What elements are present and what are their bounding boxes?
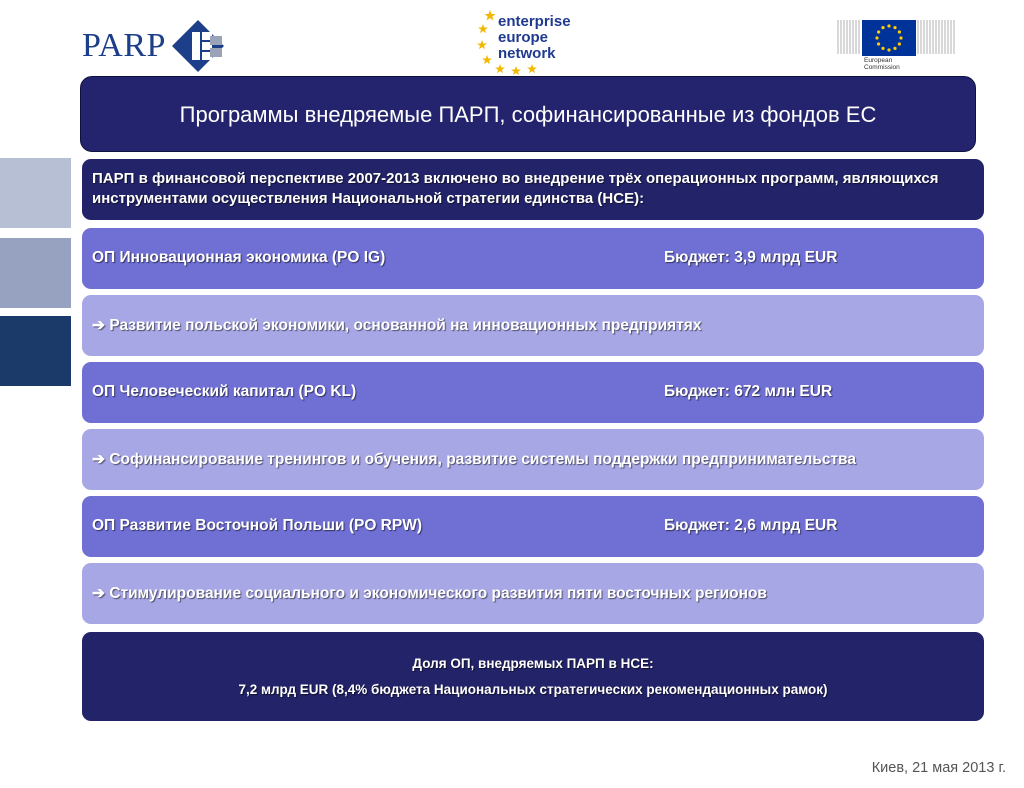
program-goal: [92, 584, 767, 603]
program-row-po-rpw: [82, 496, 984, 557]
ec-line-2: Commission: [864, 64, 900, 71]
enterprise-europe-network-logo: [476, 4, 576, 76]
program-goal-text: Софинансирование тренингов и обучения, развитие системы поддержки предпринимательства: [109, 451, 857, 468]
program-budget: Бюджет: 672 млн EUR: [664, 383, 833, 400]
program-name: ОП Инновационная экономика (PO IG): [92, 249, 386, 266]
program-goal: [92, 450, 856, 469]
program-name: ОП Человеческий капитал (PO KL): [92, 383, 357, 400]
arrow-right-icon: ➔: [92, 585, 105, 602]
intro-text: ПАРП в финансовой перспективе 2007-2013 включено во внедрение трёх операционных программ, являющихся инструментами осуществления Национальной стратегии единства (НСЕ):: [92, 170, 939, 207]
arrow-right-icon: ➔: [92, 451, 105, 468]
decor-square-dark: [0, 316, 71, 386]
parp-logo-icon: [170, 18, 226, 74]
intro-box: [82, 159, 984, 220]
slide-title-box: [80, 76, 976, 152]
een-logo-text: [498, 14, 571, 62]
summary-box: [82, 632, 984, 721]
footer-date: Киев, 21 мая 2013 г.: [871, 760, 1006, 776]
summary-line-2: 7,2 млрд EUR (8,4% бюджета Национальных стратегических рекомендационных рамок): [238, 681, 828, 697]
program-goal-row-po-kl: [82, 429, 984, 490]
program-goal-row-po-ig: [82, 295, 984, 356]
arrow-right-icon: ➔: [92, 317, 105, 334]
parp-logo: [82, 20, 226, 72]
decor-square-medium: [0, 238, 71, 308]
ec-line-1: European: [864, 57, 893, 64]
program-row-po-ig: [82, 228, 984, 289]
program-row-po-kl: [82, 362, 984, 423]
een-line-3: network: [498, 45, 556, 62]
program-budget: Бюджет: 3,9 млрд EUR: [664, 249, 838, 266]
decor-square-light: [0, 158, 71, 228]
een-line-2: europe: [498, 29, 549, 46]
een-line-1: enterprise: [498, 13, 571, 30]
summary-line-1: Доля ОП, внедряемых ПАРП в НСЕ:: [412, 655, 654, 671]
program-goal-row-po-rpw: [82, 563, 984, 624]
program-goal: [92, 316, 701, 335]
slide-title: Программы внедряемые ПАРП, софинансированные из фондов ЕС: [179, 101, 877, 127]
program-goal-text: Развитие польской экономики, основанной на инновационных предприятях: [109, 317, 702, 334]
program-goal-text: Стимулирование социального и экономического развития пяти восточных регионов: [109, 585, 767, 602]
program-budget: Бюджет: 2,6 млрд EUR: [664, 517, 838, 534]
parp-logo-text: PARP: [82, 27, 166, 64]
program-name: ОП Развитие Восточной Польши (PO RPW): [92, 517, 423, 534]
ec-logo-text: [864, 57, 900, 71]
